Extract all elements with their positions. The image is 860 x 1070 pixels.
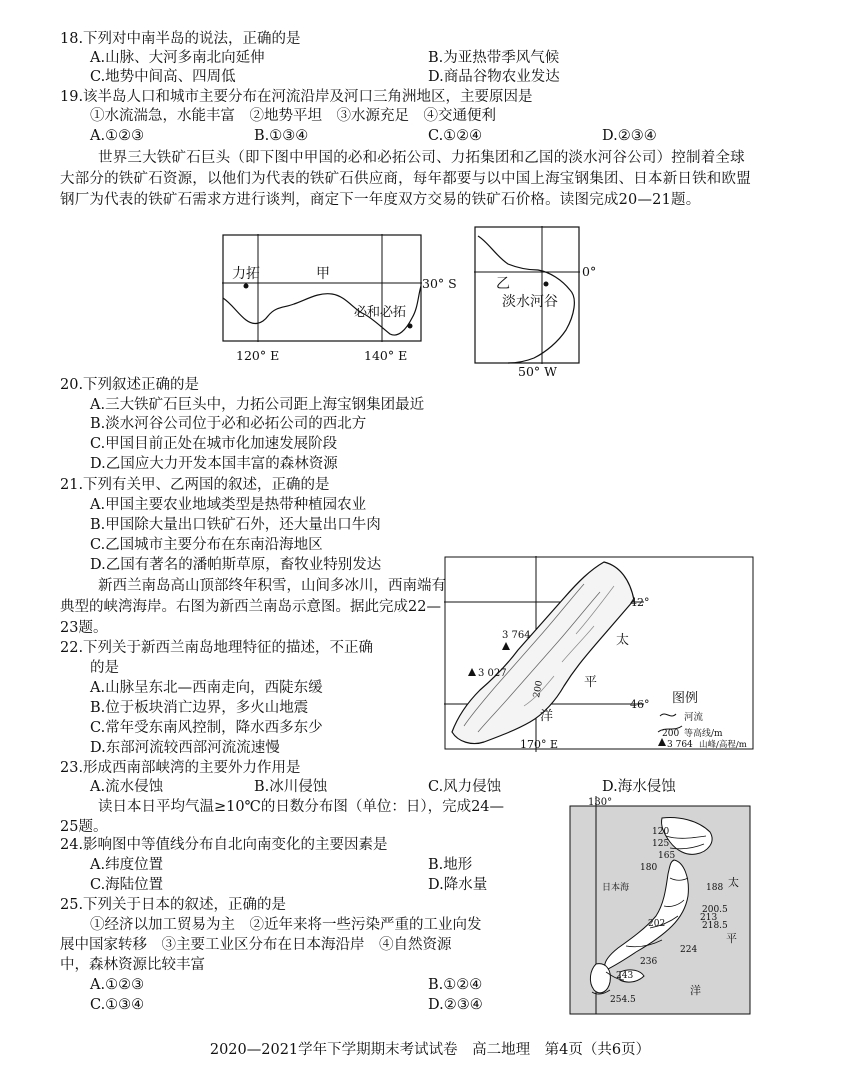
q24-stem: 24.影响图中等值线分布自北向南变化的主要因素是: [60, 837, 388, 853]
q21-stem: 21.下列有关甲、乙两国的叙述，正确的是: [60, 477, 330, 493]
lon-label: 50° W: [518, 364, 557, 378]
q25-items-line1: ①经济以加工贸易为主 ②近年来将一些污染严重的工业向发: [90, 917, 482, 933]
intro-24-25-line1: 读日本日平均气温≥10℃的日数分布图（单位：日），完成24—: [98, 799, 505, 815]
intro-24-25-line2: 25题。: [60, 819, 108, 835]
label-243: 243: [616, 971, 634, 981]
australia-map-frame: [223, 235, 421, 341]
q20-stem: 20.下列叙述正确的是: [60, 377, 200, 393]
q19-option-c[interactable]: C.①②④: [428, 128, 483, 144]
label-165: 165: [658, 851, 676, 861]
q18-option-b[interactable]: B.为亚热带季风气候: [428, 50, 560, 66]
q18-stem: 18.下列对中南半岛的说法，正确的是: [60, 31, 301, 47]
q25-option-d[interactable]: D.②③④: [428, 997, 483, 1013]
ocean-ping: 平: [726, 932, 737, 945]
lon-130-label: 130°: [588, 797, 613, 808]
peak1-label: 3 764: [502, 630, 531, 641]
vale-dot: [544, 282, 549, 287]
page-footer: 2020—2021学年下学期期末考试试卷 高二地理 第4页（共6页）: [209, 1042, 651, 1058]
label-125: 125: [652, 839, 670, 849]
yi-label: 乙: [496, 276, 510, 292]
label-188: 188: [706, 883, 724, 893]
label-236: 236: [640, 957, 658, 967]
q22-option-d[interactable]: D.东部河流较西部河流流速慢: [90, 740, 280, 756]
q20-option-b[interactable]: B.淡水河谷公司位于必和必拓公司的西北方: [90, 416, 367, 432]
lon2-label: 140° E: [364, 348, 408, 363]
contour-200-label: 200: [532, 679, 545, 699]
q20-option-c[interactable]: C.甲国目前正处在城市化加速发展阶段: [90, 436, 338, 452]
legend-title: 图例: [672, 691, 699, 706]
lixin-dot: [244, 284, 249, 289]
lat-42-label: 42°: [630, 596, 650, 609]
intro-22-23: 新西兰南岛高山顶部终年积雪，山间多冰川，西南端有典型的峡湾海岸。右图为新西兰南岛示意图。据此完成22—23题。: [60, 578, 446, 636]
kyushu-shape: [590, 964, 610, 993]
ocean-tai: 太: [728, 876, 739, 889]
equator-label: 0°: [582, 264, 597, 279]
q19-option-a[interactable]: A.①②③: [90, 128, 145, 144]
legend-river-symbol: [660, 714, 676, 716]
q22-option-b[interactable]: B.位于板块消亡边界，多火山地震: [90, 700, 309, 716]
legend-peak-val: 3 764: [667, 740, 693, 750]
q21-option-a[interactable]: A.甲国主要农业地域类型是热带种植园农业: [90, 497, 367, 513]
q25-option-b[interactable]: B.①②④: [428, 977, 483, 993]
q19-option-d[interactable]: D.②③④: [602, 128, 657, 144]
bhp-dot: [408, 324, 413, 329]
q22-option-c[interactable]: C.常年受东南风控制，降水西多东少: [90, 720, 323, 736]
peak1-triangle: [502, 642, 510, 650]
q22-stem-line2: 的是: [90, 660, 119, 676]
label-200-5: 200.5: [702, 905, 728, 915]
q19-stem: 19.该半岛人口和城市主要分布在河流沿岸及河口三角洲地区，主要原因是: [60, 89, 533, 105]
q25-items-line3: 中，森林资源比较丰富: [60, 957, 205, 973]
jia-label: 甲: [316, 266, 330, 282]
peak2-label: 3 027: [478, 668, 507, 679]
lixin-label: 力拓: [232, 266, 260, 282]
q25-stem: 25.下列关于日本的叙述，正确的是: [60, 897, 287, 913]
ocean-yang: 洋: [540, 709, 554, 724]
legend-peak-symbol: [658, 738, 666, 746]
q19-option-b[interactable]: B.①③④: [254, 128, 309, 144]
new-zealand-map: [444, 556, 756, 752]
brazil-map: [474, 226, 604, 378]
q25-option-c[interactable]: C.①③④: [90, 997, 145, 1013]
label-218-5: 218.5: [702, 921, 728, 931]
label-202: 202: [648, 919, 666, 929]
q24-option-b[interactable]: B.地形: [428, 857, 473, 873]
q21-option-b[interactable]: B.甲国除大量出口铁矿石外，还大量出口牛肉: [90, 517, 381, 533]
q23-stem: 23.形成西南部峡湾的主要外力作用是: [60, 760, 301, 776]
ocean-tai: 太: [616, 633, 630, 648]
q23-option-c[interactable]: C.风力侵蚀: [428, 779, 502, 795]
q21-option-d[interactable]: D.乙国有著名的潘帕斯草原，畜牧业特别发达: [90, 557, 382, 573]
legend-contour: 等高线/m: [684, 729, 723, 739]
q24-option-c[interactable]: C.海陆位置: [90, 877, 164, 893]
label-213: 213: [700, 913, 718, 923]
intro-20-21: 世界三大铁矿石巨头（即下图中甲国的必和必拓公司、力拓集团和乙国的淡水河谷公司）控制着全球大部分的铁矿石资源，以他们为代表的铁矿石供应商，每年都要与以中国上海宝钢集团、日本新日铁和欧盟钢厂为代表的铁矿石需求方进行谈判，商定下一年度双方交易的铁矿石价格。读图完成20—21题。: [60, 150, 751, 208]
australia-map: [222, 234, 462, 364]
legend-river: 河流: [684, 712, 704, 723]
legend-contour-val: 200: [662, 729, 680, 739]
label-120: 120: [652, 827, 670, 837]
lon-170e-label: 170° E: [520, 738, 559, 751]
ocean-ping: 平: [584, 675, 598, 690]
legend-peak: 山峰/高程/m: [699, 740, 747, 750]
q18-option-c[interactable]: C.地势中间高、四周低: [90, 69, 236, 85]
q22-option-a[interactable]: A.山脉呈东北—西南走向，西陡东缓: [90, 680, 323, 696]
q23-option-b[interactable]: B.冰川侵蚀: [254, 779, 328, 795]
vale-label: 淡水河谷: [502, 294, 558, 310]
label-224: 224: [680, 945, 698, 955]
q25-option-a[interactable]: A.①②③: [90, 977, 145, 993]
q24-option-a[interactable]: A.纬度位置: [90, 857, 164, 873]
q19-items: ①水流湍急，水能丰富 ②地势平坦 ③水源充足 ④交通便利: [90, 108, 496, 124]
q24-option-d[interactable]: D.降水量: [428, 877, 488, 893]
q20-option-d[interactable]: D.乙国应大力开发本国丰富的森林资源: [90, 456, 338, 472]
lat-label: 30° S: [422, 276, 457, 291]
q23-option-a[interactable]: A.流水侵蚀: [90, 779, 164, 795]
bhp-label: 必和必拓: [354, 305, 407, 320]
lon1-label: 120° E: [236, 348, 280, 363]
q22-stem-line1: 22.下列关于新西兰南岛地理特征的描述，不正确: [60, 640, 374, 656]
sea-label: 日本海: [602, 883, 630, 893]
q23-option-d[interactable]: D.海水侵蚀: [602, 779, 676, 795]
japan-map: [566, 796, 754, 1018]
ocean-yang: 洋: [690, 984, 701, 997]
q18-option-d[interactable]: D.商品谷物农业发达: [428, 69, 560, 85]
lat-46-label: 46°: [630, 698, 650, 711]
label-180: 180: [640, 863, 658, 873]
q21-option-c[interactable]: C.乙国城市主要分布在东南沿海地区: [90, 537, 323, 553]
label-254-5: 254.5: [610, 995, 636, 1005]
q25-items-line2: 展中国家转移 ③主要工业区分布在日本海沿岸 ④自然资源: [60, 937, 452, 953]
peak2-triangle: [468, 668, 476, 676]
q18-option-a[interactable]: A.山脉、大河多南北向延伸: [90, 50, 265, 66]
q20-option-a[interactable]: A.三大铁矿石巨头中，力拓公司距上海宝钢集团最近: [90, 397, 425, 413]
